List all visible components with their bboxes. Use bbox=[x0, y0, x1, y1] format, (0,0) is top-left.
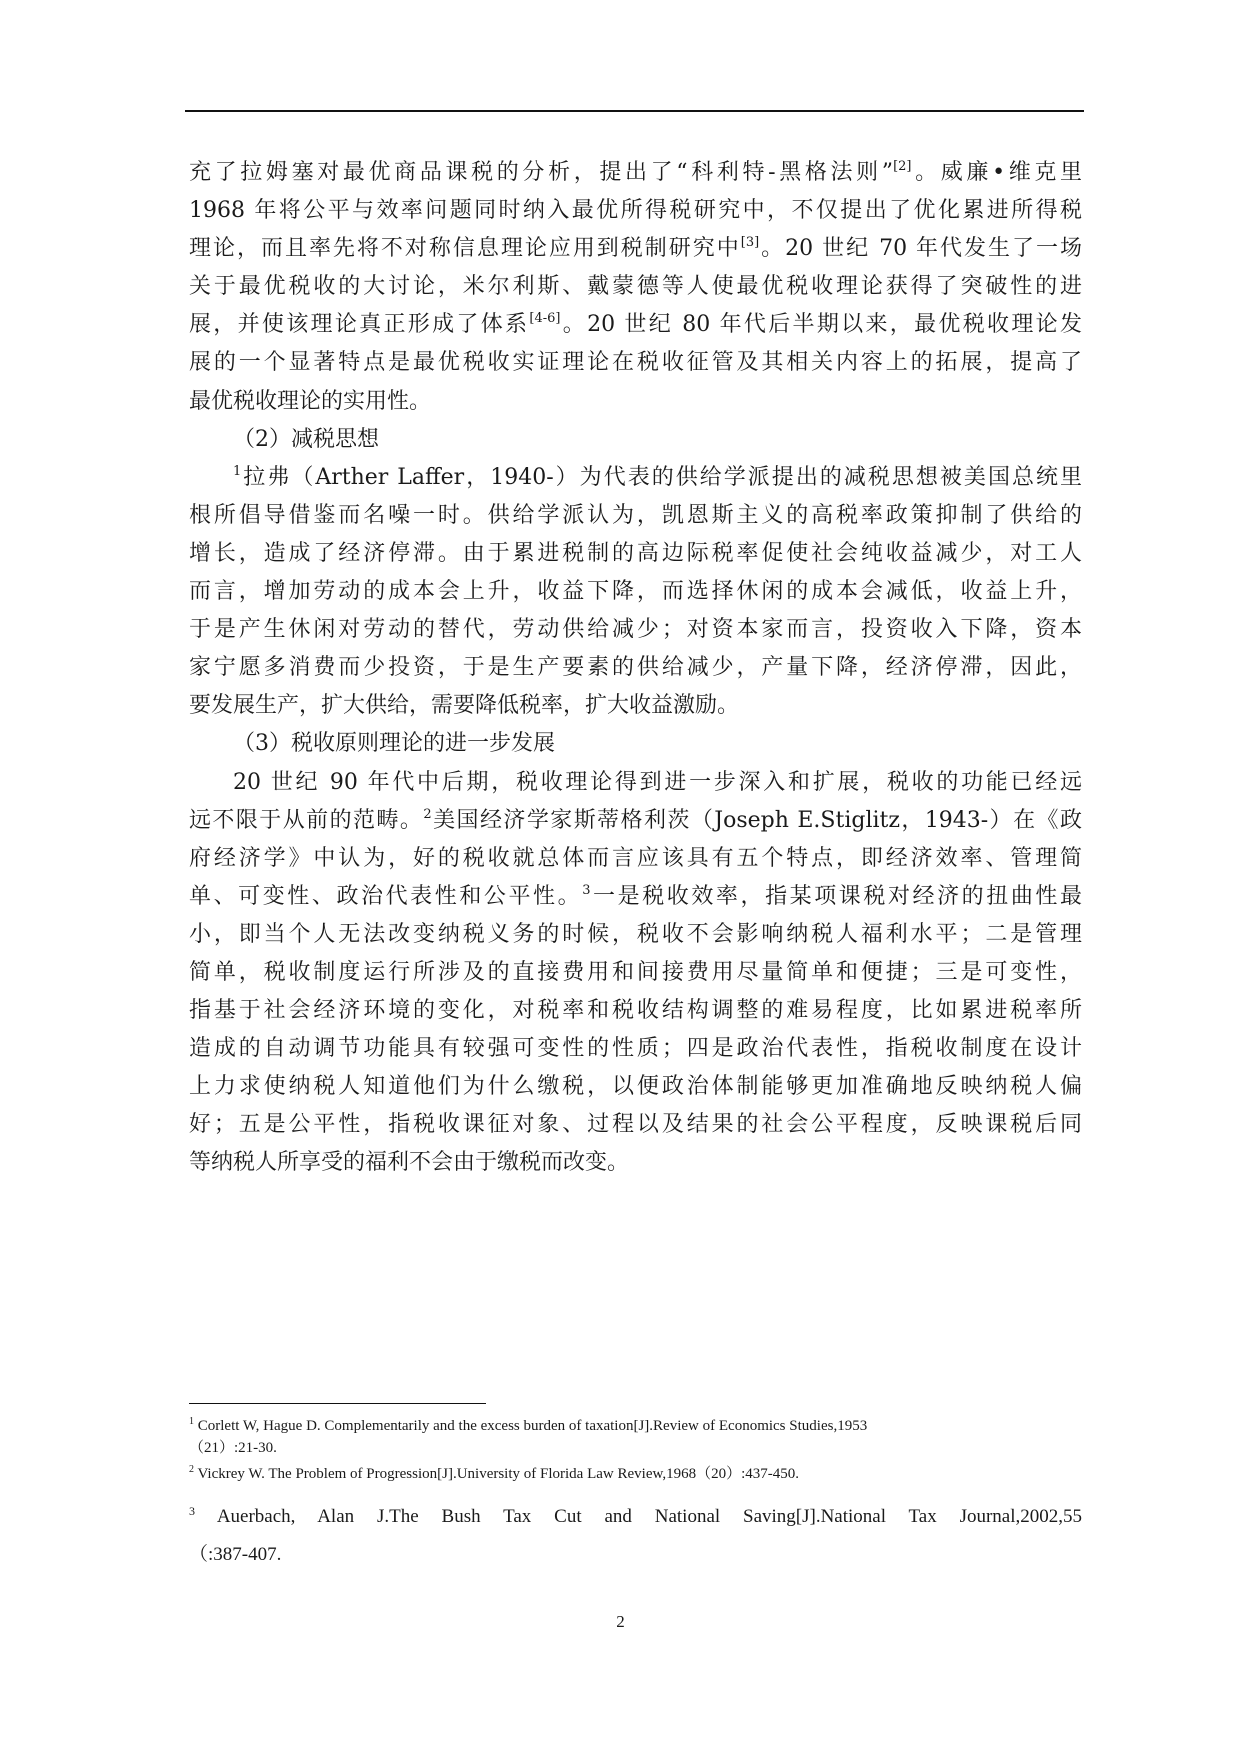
text-line: 好；五是公平性，指税收课征对象、过程以及结果的社会公平程度，反映课税后同 bbox=[189, 1112, 1082, 1138]
footnote-1 bbox=[189, 1415, 1082, 1459]
footnote-text: $^3$ Auerbach, Alan J.The Bush Tax Cut and National Saving[J].National Tax Journal,2002,55 bbox=[189, 1504, 1083, 1527]
footnote-text: （:387-407. bbox=[189, 1544, 282, 1565]
text-line: 最优税收理论的实用性。 bbox=[189, 388, 432, 414]
citation-ref: [4-6] bbox=[529, 311, 561, 327]
text-line: 府经济学》中认为，好的税收就总体而言应该具有五个特点，即经济效率、管理简 bbox=[189, 845, 1082, 871]
citation-ref: [2] bbox=[893, 159, 912, 174]
footnote-number: 2 bbox=[189, 1464, 194, 1475]
footnote-2 bbox=[189, 1463, 1082, 1485]
text-line: 小，即当个人无法改变纳税义务的时候，税收不会影响纳税人福利水平；二是管理 bbox=[189, 921, 1082, 947]
footnote-text: Corlett W, Hague D. Complementarily and the excess burden of taxation[J].Review of Economics Studies,1953 bbox=[197, 1418, 868, 1434]
text-line: 1968 年将公平与效率问题同时纳入最优所得税研究中，不仅提出了优化累进所得税 bbox=[189, 198, 1082, 224]
text-line: 展，并使该理论真正形成了体系[4-6]。20 世纪 80 年代后半期以来，最优税收理论发 bbox=[189, 311, 1082, 338]
text-line: $^1$拉弗（Arther Laffer，1940-）为代表的供给学派提出的减税思想被美国总统里 bbox=[233, 463, 1082, 490]
text-line: 而言，增加劳动的成本会上升，收益下降，而选择休闲的成本会减低，收益上升， bbox=[189, 579, 1082, 605]
text-line: 理论，而且率先将不对称信息理论应用到税制研究中[3]。20 世纪 70 年代发生了一场 bbox=[189, 235, 1082, 262]
footnotes bbox=[189, 1415, 1082, 1489]
page-number: 2 bbox=[616, 1612, 625, 1631]
body-text bbox=[189, 154, 1082, 1183]
text-line: 要发展生产，扩大供给，需要降低税率，扩大收益激励。 bbox=[189, 693, 740, 719]
text-line: 展的一个显著特点是最优税收实证理论在税收征管及其相关内容上的拓展，提高了 bbox=[189, 350, 1082, 376]
footnote-number: 1 bbox=[189, 1416, 194, 1427]
footnote-ref: 3 bbox=[582, 882, 591, 898]
text-line: 充了拉姆塞对最优商品课税的分析，提出了“科利特-黑格法则”[2]。威廉•维克里 bbox=[189, 159, 1082, 185]
text-line: 指基于社会经济环境的变化，对税率和税收结构调整的难易程度，比如累进税率所 bbox=[189, 998, 1082, 1024]
text-line: 简单，税收制度运行所涉及的直接费用和间接费用尽量简单和便捷；三是可变性， bbox=[189, 959, 1082, 985]
footnote-text: （21）:21-30. bbox=[189, 1440, 277, 1456]
section-heading: （2）减税思想 bbox=[233, 426, 379, 452]
header-rule bbox=[185, 110, 1084, 112]
footnote-ref: 2 bbox=[423, 806, 432, 822]
footnote-3 bbox=[189, 1498, 1082, 1574]
text-line: 于是产生休闲对劳动的替代，劳动供给减少；对资本家而言，投资收入下降，资本 bbox=[189, 617, 1082, 643]
text-line: 造成的自动调节功能具有较强可变性的性质；四是政治代表性，指税收制度在设计 bbox=[189, 1036, 1082, 1062]
footnote-text: Vickrey W. The Problem of Progression[J].University of Florida Law Review,1968（20）:437-450. bbox=[197, 1466, 800, 1482]
citation-ref: [3] bbox=[740, 235, 760, 251]
footnote-number: 3 bbox=[189, 1504, 195, 1518]
footnote-rule bbox=[189, 1403, 486, 1404]
text-line: 上力求使纳税人知道他们为什么缴税，以便政治体制能够更加准确地反映纳税人偏 bbox=[189, 1074, 1082, 1100]
text-line: 单、可变性、政治代表性和公平性。$^3$一是税收效率，指某项课税对经济的扭曲性最 bbox=[189, 882, 1082, 909]
text-line: 远不限于从前的范畴。$^2$美国经济学家斯蒂格利茨（Joseph E.Stiglitz，1943-）在《政 bbox=[189, 806, 1082, 833]
text-line: 等纳税人所享受的福利不会由于缴税而改变。 bbox=[189, 1150, 630, 1176]
text-line: 20 世纪 90 年代中后期，税收理论得到进一步深入和扩展，税收的功能已经远 bbox=[233, 769, 1082, 795]
section-heading: （3）税收原则理论的进一步发展 bbox=[233, 731, 555, 757]
text-line: 家宁愿多消费而少投资，于是生产要素的供给减少，产量下降，经济停滞，因此， bbox=[189, 655, 1082, 681]
footnote-ref: 1 bbox=[233, 463, 242, 479]
text-line: 增长，造成了经济停滞。由于累进税制的高边际税率促使社会纯收益减少，对工人 bbox=[189, 540, 1082, 566]
text-line: 关于最优税收的大讨论，米尔利斯、戴蒙德等人使最优税收理论获得了突破性的进 bbox=[189, 274, 1082, 300]
text-line: 根所倡导借鉴而名噪一时。供给学派认为，凯恩斯主义的高税率政策抑制了供给的 bbox=[189, 502, 1082, 528]
